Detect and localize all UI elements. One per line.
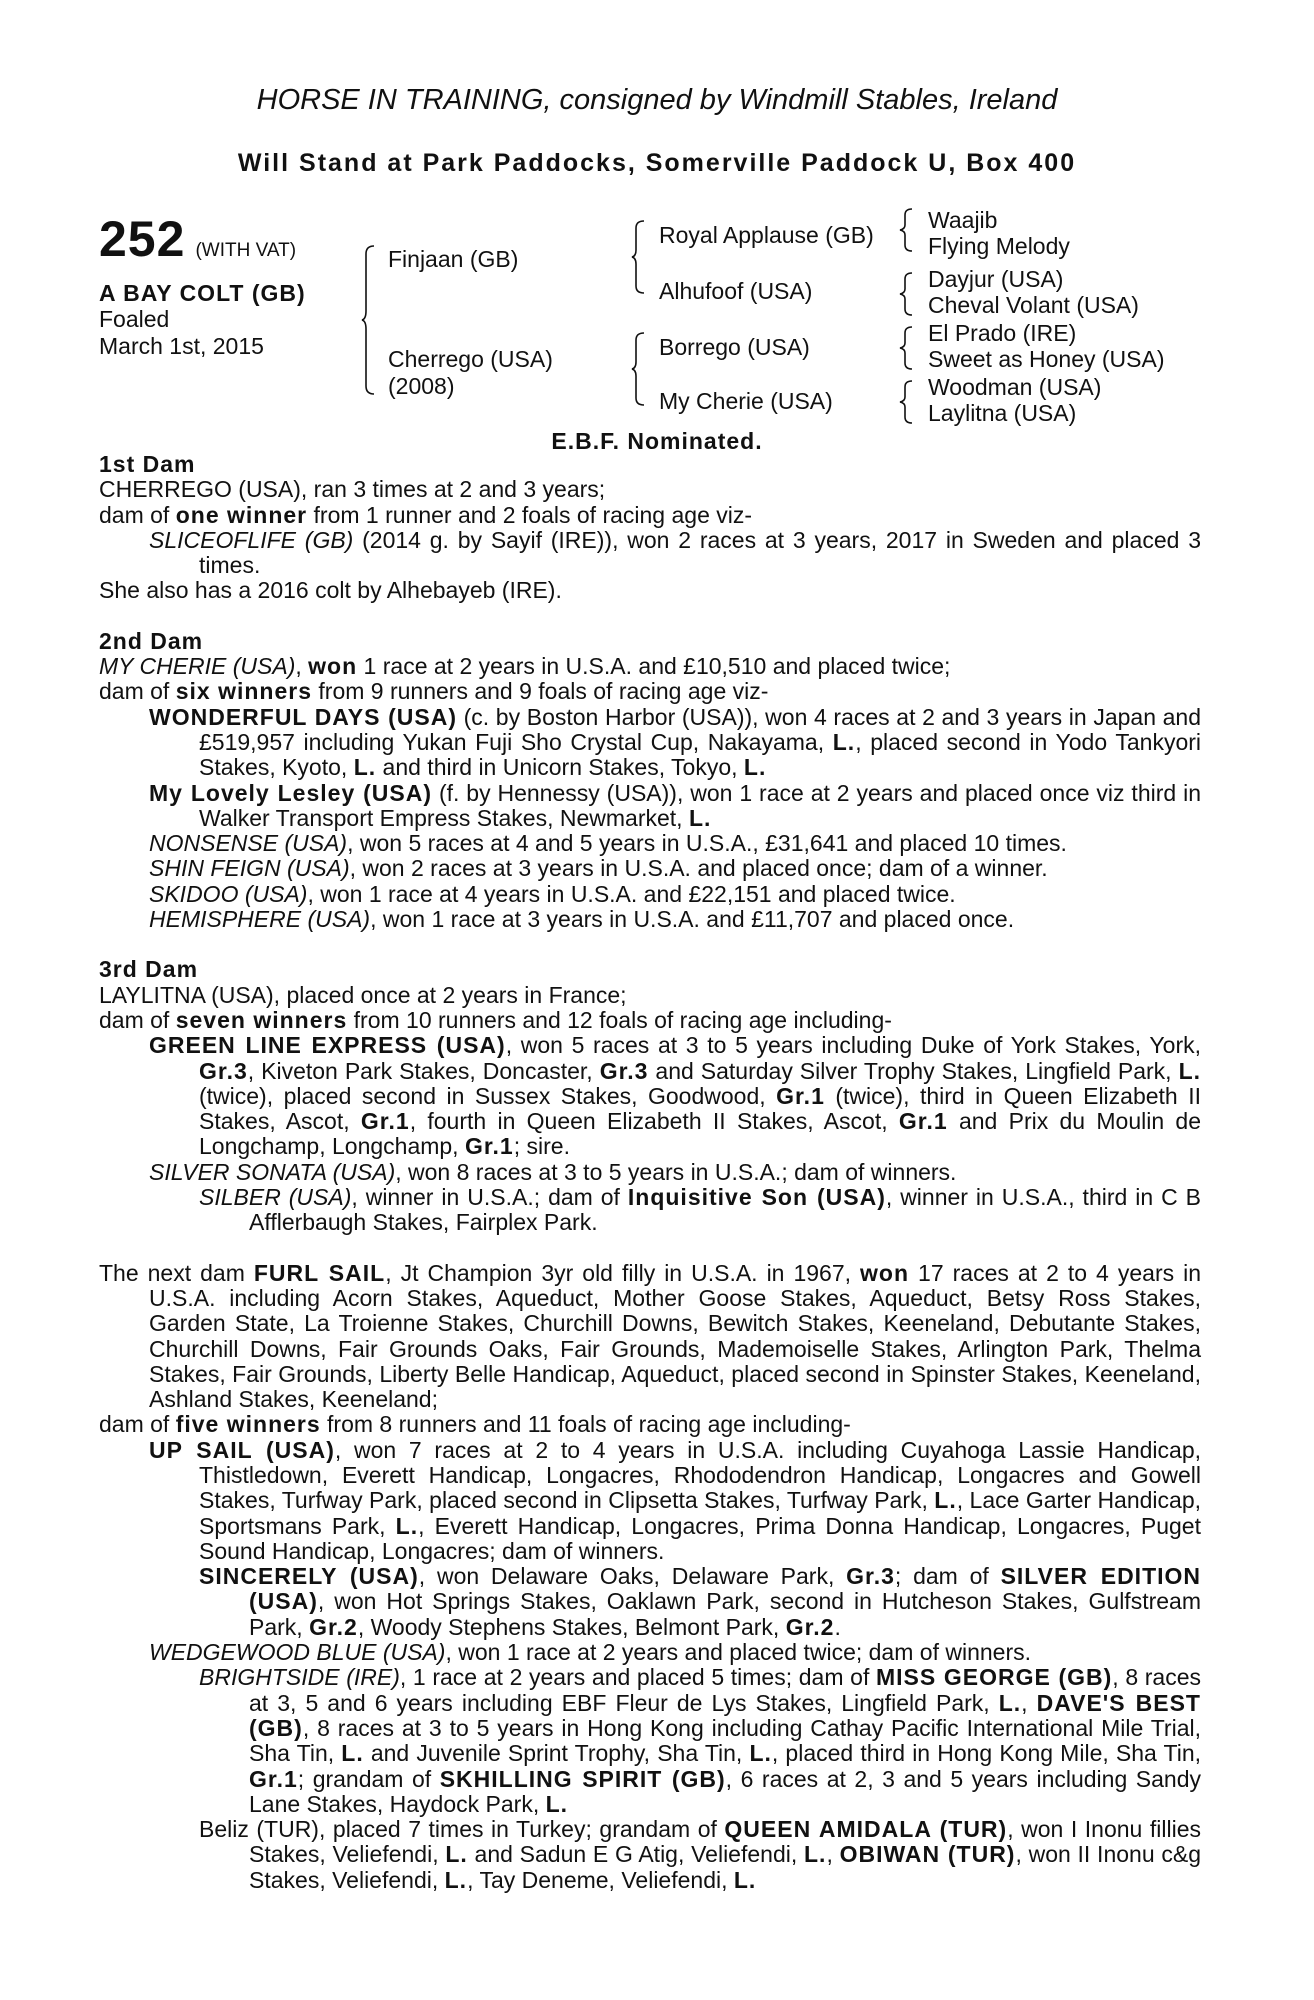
grand-produce-entry: SINCERELY (USA), won Delaware Oaks, Delaware Park, Gr.3; dam of SILVER EDITION (USA), won Hot Springs Stakes, Oaklawn Park, second in Hutcheson Stakes, Gulfstream Park, Gr.2, Woody Stephens Stakes, Belmont Park, Gr.2.: [199, 1563, 1202, 1640]
second-dam-heading: 2nd Dam: [99, 627, 204, 654]
produce-entry: GREEN LINE EXPRESS (USA), won 5 races at 3 to 5 years including Duke of York Stakes, York, Gr.3, Kiveton Park Stakes, Doncaster, Gr.3 and Saturday Silver Trophy Stakes, Lingfield Park, L. (twice), placed second in Sussex Stakes, Goodwood, Gr.1 (twice), third in Queen Elizabeth II Stakes, Ascot, Gr.1, fourth in Queen Elizabeth II Stakes, Ascot, Gr.1 and Prix du Moulin de Longchamp, Longchamp, Gr.1; sire.: [149, 1032, 1202, 1160]
pedigree-bracket-dd: [900, 380, 914, 424]
pedigree-sd-sire: Dayjur (USA): [928, 266, 1064, 292]
ebf-nomination: E.B.F. Nominated.: [551, 428, 763, 454]
pedigree-sd-dam: Cheval Volant (USA): [928, 292, 1139, 318]
pedigree-dd-dam: Laylitna (USA): [928, 400, 1077, 426]
produce-entry: NONSENSE (USA), won 5 races at 4 and 5 years in U.S.A., £31,641 and placed 10 times.: [149, 830, 1067, 857]
produce-entry: WONDERFUL DAYS (USA) (c. by Boston Harbor (USA)), won 4 races at 2 and 3 years in Japan and £519,957 including Yukan Fuji Sho Crystal Cup, Nakayama, L., placed second in Yodo Tankyori Stakes, Kyoto, L. and third in Unicorn Stakes, Tokyo, L.: [149, 703, 1202, 781]
pedigree-ds-dam: Sweet as Honey (USA): [928, 346, 1165, 372]
horse-description: A BAY COLT (GB): [99, 280, 306, 306]
pedigree-bracket-sd: [900, 272, 914, 316]
third-dam-produce-summary: dam of seven winners from 10 runners and 12 foals of racing age including-: [99, 1006, 892, 1033]
vat-note: (WITH VAT): [195, 240, 297, 261]
first-dam-heading: 1st Dam: [99, 451, 196, 477]
pedigree-bracket-sire: [632, 220, 646, 294]
pedigree-dam: Cherrego (USA): [388, 346, 553, 372]
pedigree-sire: Finjaan (GB): [388, 246, 519, 272]
produce-entry: UP SAIL (USA), won 7 races at 2 to 4 years in U.S.A. including Cuyahoga Lassie Handicap, Thistledown, Everett Handicap, Longacres, Rhododendron Handicap, Longacres and Gowell Stakes, Turfway Park, placed second in Clipsetta Stakes, Turfway Park, L., Lace Garter Handicap, Sportsmans Park, L., Everett Handicap, Longacres, Prima Donna Handicap, Longacres, Puget Sound Handicap, Longacres; dam of winners.: [149, 1436, 1202, 1564]
consignor-header: HORSE IN TRAINING, consigned by Windmill Stables, Ireland: [256, 84, 1058, 116]
location-header: Will Stand at Park Paddocks, Somerville Paddock U, Box 400: [237, 149, 1077, 177]
grand-produce-entry: Beliz (TUR), placed 7 times in Turkey; grandam of QUEEN AMIDALA (TUR), won I Inonu fillies Stakes, Veliefendi, L. and Sadun E G Atig, Veliefendi, L., OBIWAN (TUR), won II Inonu c&g Stakes, Veliefendi, L., Tay Deneme, Veliefendi, L.: [199, 1816, 1201, 1893]
lot-number-block: [99, 210, 296, 268]
pedigree-bracket-ds: [900, 326, 914, 370]
second-dam-produce-summary: dam of six winners from 9 runners and 9 foals of racing age viz-: [99, 678, 769, 705]
third-dam-heading: 3rd Dam: [99, 956, 199, 983]
produce-entry: SHIN FEIGN (USA), won 2 races at 3 years in U.S.A. and placed once; dam of a winner.: [149, 855, 1048, 882]
produce-entry: WEDGEWOOD BLUE (USA), won 1 race at 2 years and placed twice; dam of winners.: [149, 1639, 1031, 1666]
foaled-label: Foaled: [99, 306, 170, 332]
produce-entry: My Lovely Lesley (USA) (f. by Hennessy (USA)), won 1 race at 2 years and placed once viz third in Walker Transport Empress Stakes, Newmarket, L.: [149, 779, 1201, 831]
grand-produce-entry: BRIGHTSIDE (IRE), 1 race at 2 years and placed 5 times; dam of MISS GEORGE (GB), 8 races at 3, 5 and 6 years including EBF Fleur de Lys Stakes, Lingfield Park, L., DAVE'S BEST (GB), 8 races at 3 to 5 years in Hong Kong including Cathay Pacific International Mile Trial, Sha Tin, L. and Juvenile Sprint Trophy, Sha Tin, L., placed third in Hong Kong Mile, Sha Tin, Gr.1; grandam of SKHILLING SPIRIT (GB), 6 races at 2, 3 and 5 years including Sandy Lane Stakes, Haydock Park, L.: [199, 1664, 1202, 1817]
pedigree-bracket-ss: [900, 208, 914, 252]
first-dam-produce-entry: SLICEOFLIFE (GB) (2014 g. by Sayif (IRE)), won 2 races at 3 years, 2017 in Sweden and placed 3 times.: [149, 526, 1201, 579]
catalogue-body: [99, 452, 1201, 1893]
produce-entry: SKIDOO (USA), won 1 race at 4 years in U.S.A. and £22,151 and placed twice.: [149, 880, 956, 907]
next-dam-produce-summary: dam of five winners from 8 runners and 11 foals of racing age including-: [99, 1411, 851, 1438]
third-dam-line: LAYLITNA (USA), placed once at 2 years in France;: [99, 981, 627, 1008]
pedigree-ds-sire: El Prado (IRE): [928, 320, 1077, 346]
first-dam-note: She also has a 2016 colt by Alhebayeb (IRE).: [99, 577, 562, 604]
pedigree-bracket-dam: [632, 332, 646, 406]
pedigree-dam-sire: Borrego (USA): [659, 334, 810, 360]
first-dam-produce-summary: dam of one winner from 1 runner and 2 foals of racing age viz-: [99, 501, 753, 528]
pedigree-sire-sire: Royal Applause (GB): [659, 222, 874, 248]
next-dam-line: The next dam FURL SAIL, Jt Champion 3yr old filly in U.S.A. in 1967, won 17 races at 2 to 4 years in U.S.A. including Acorn Stakes, Aqueduct, Mother Goose Stakes, Aqueduct, Betsy Ross Stakes, Garden State, La Troienne Stakes, Churchill Downs, Bewitch Stakes, Keeneland, Debutante Stakes, Churchill Downs, Fair Grounds Oaks, Fair Grounds, Mademoiselle Stakes, Arlington Park, Thelma Stakes, Fair Grounds, Liberty Belle Handicap, Aqueduct, placed second in Spinster Stakes, Keeneland, Ashland Stakes, Keeneland;: [99, 1259, 1202, 1413]
pedigree-sire-dam: Alhufoof (USA): [659, 278, 813, 304]
grand-produce-entry: SILBER (USA), winner in U.S.A.; dam of Inquisitive Son (USA), winner in U.S.A., third in C B Afflerbaugh Stakes, Fairplex Park.: [199, 1184, 1201, 1236]
pedigree-ss-dam: Flying Melody: [928, 233, 1070, 259]
pedigree-dam-dam: My Cherie (USA): [659, 388, 833, 414]
produce-entry: SILVER SONATA (USA), won 8 races at 3 to 5 years in U.S.A.; dam of winners.: [149, 1158, 957, 1185]
pedigree-ss-sire: Waajib: [928, 207, 998, 233]
pedigree-dd-sire: Woodman (USA): [928, 374, 1102, 400]
lot-number: 252: [99, 211, 186, 267]
second-dam-line: MY CHERIE (USA), won 1 race at 2 years in U.S.A. and £10,510 and placed twice;: [99, 653, 951, 680]
produce-entry: HEMISPHERE (USA), won 1 race at 3 years in U.S.A. and £11,707 and placed once.: [149, 906, 1015, 933]
pedigree-dam-year: (2008): [388, 373, 455, 399]
pedigree-bracket-main: [362, 245, 376, 395]
foaled-date: March 1st, 2015: [99, 333, 264, 359]
first-dam-line: CHERREGO (USA), ran 3 times at 2 and 3 years;: [99, 476, 606, 503]
